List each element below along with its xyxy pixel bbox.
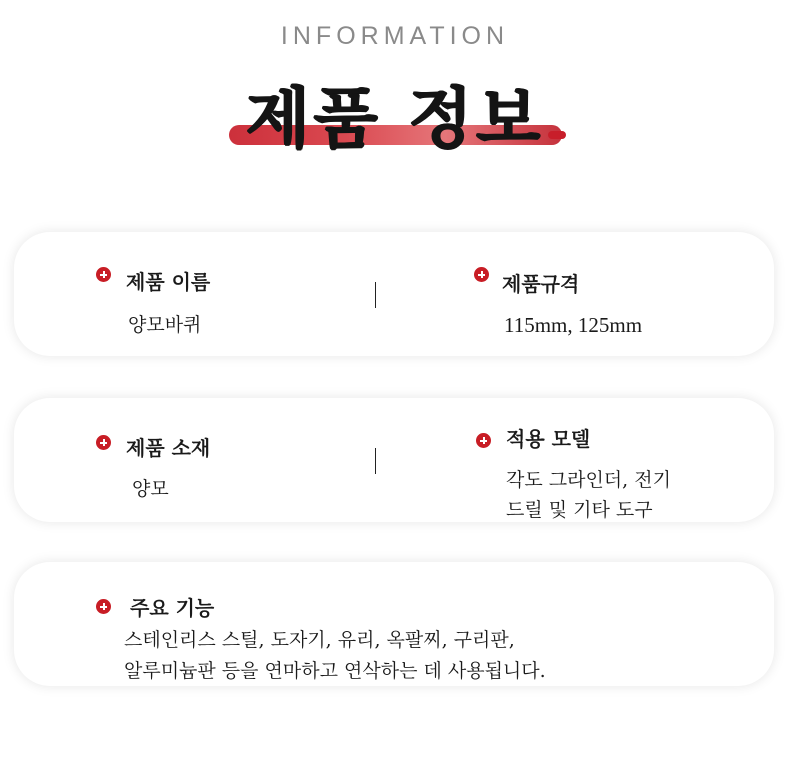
field-label-main-function: 주요 기능 [130,596,215,620]
plus-circle-icon [476,433,491,448]
field-value-compatible-models-line1: 각도 그라인더, 전기 [506,469,671,491]
info-card-function [14,562,774,686]
field-value-compatible-models-line2: 드릴 및 기타 도구 [506,499,653,521]
field-label-compatible-models: 적용 모델 [506,427,591,451]
plus-circle-icon [96,599,111,614]
plus-circle-icon [96,267,111,282]
page-title: 제품 정보 [245,80,544,157]
plus-circle-icon [96,435,111,450]
card-divider [375,282,376,308]
field-value-product-name: 양모바퀴 [128,314,202,336]
plus-circle-icon [474,267,489,282]
section-eyebrow: INFORMATION [280,22,510,50]
field-value-main-function-line2: 알루미늄판 등을 연마하고 연삭하는 데 사용됩니다. [124,660,546,682]
field-label-material: 제품 소재 [126,436,211,460]
title-block [0,78,790,168]
info-card-material-models [14,398,774,522]
field-label-product-name: 제품 이름 [126,270,211,294]
field-value-product-spec: 115mm, 125mm [504,313,643,337]
card-divider [375,448,376,474]
info-card-name-spec [14,232,774,356]
field-value-main-function-line1: 스테인리스 스틸, 도자기, 유리, 옥팔찌, 구리판, [124,629,515,651]
field-value-material: 양모 [132,478,169,500]
field-label-product-spec: 제품규격 [502,272,580,296]
